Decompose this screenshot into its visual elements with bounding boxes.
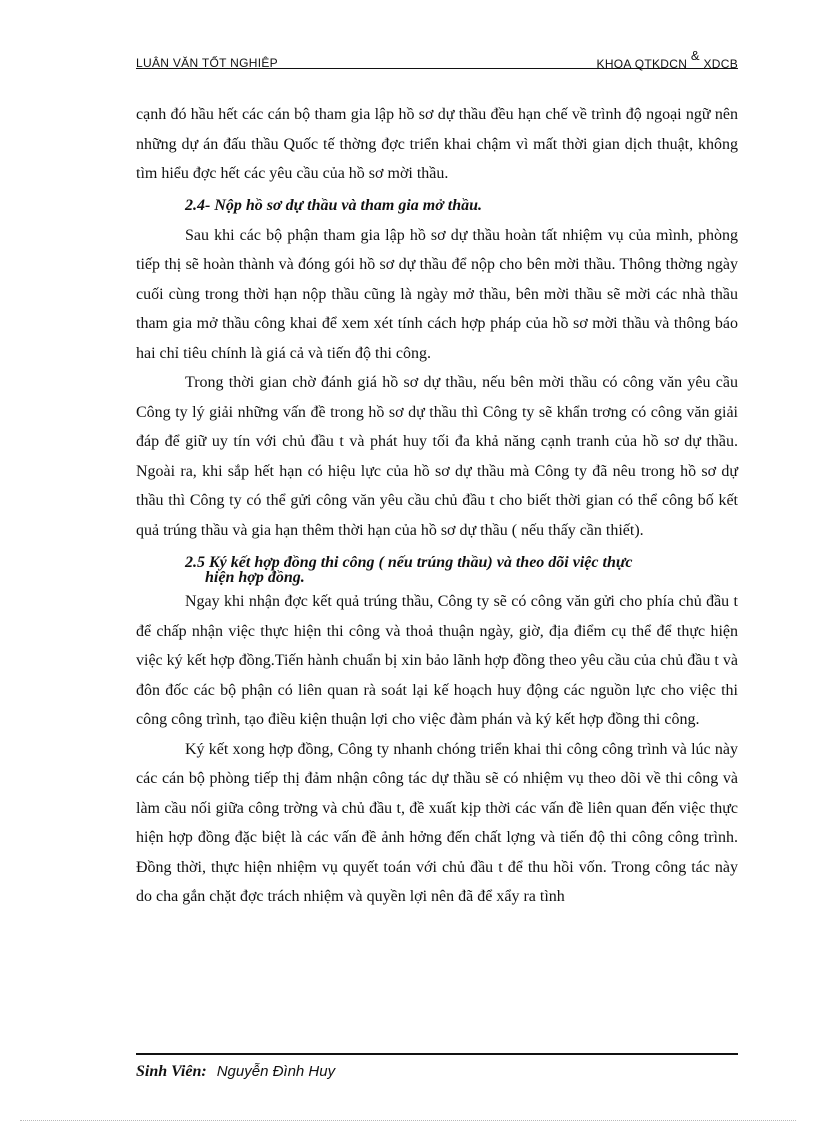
paragraph-submission: Sau khi các bộ phận tham gia lập hồ sơ dự thầu hoàn tất nhiệm vụ của mình, phòng tiếp thị sẽ hoàn thành và đóng gói hồ sơ dự thầu để nộp cho bên mời thầu. Thông thờng ngày cuối cùng trong thời hạn nộp thầu cũng là ngày mở thầu, bên mời thầu sẽ mời các nhà thầu tham gia mở thầu công khai để xem xét tính cách hợp pháp của hồ sơ mời thầu và thông báo hai chỉ tiêu chính là giá cả và tiến độ thi công. <box>136 226 738 362</box>
section-heading-2-4: 2.4- Nộp hồ sơ dự thầu và tham gia mở thầu. <box>185 196 483 214</box>
page-bottom-dotted-divider <box>20 1120 796 1121</box>
header-left-title: LUẬN VĂN TỐT NGHIỆP <box>136 56 278 70</box>
page-footer <box>136 1053 738 1081</box>
paragraph-evaluation: Trong thời gian chờ đánh giá hồ sơ dự thầu, nếu bên mời thầu có công văn yêu cầu Công ty lý giải những vấn đề trong hồ sơ dự thầu thì Công ty sẽ khẩn trơng có công văn giải đáp để giữ uy tín với chủ đầu t và phát huy tối đa khả năng cạnh tranh của hồ sơ dự thầu. Ngoài ra, khi sắp hết hạn có hiệu lực của hồ sơ dự thầu mà Công ty đã nêu trong hồ sơ dự thầu thì Công ty có thể gửi công văn yêu cầu chủ đầu t cho biết thời gian có thể công bố kết quả trúng thầu và gia hạn thêm thời hạn của hồ sơ dự thầu ( nếu thấy cần thiết). <box>136 374 738 539</box>
document-body <box>136 100 738 912</box>
paragraph-contract-award: Ngay khi nhận đợc kết quả trúng thầu, Công ty sẽ có công văn gửi cho phía chủ đầu t để chấp nhận việc thực hiện thi công và thoả thuận ngày, giờ, địa điểm cụ thể để thực hiện việc ký kết hợp đồng.Tiến hành chuẩn bị xin bảo lãnh hợp đồng theo yêu cầu của chủ đầu t và đôn đốc các bộ phận có liên quan rà soát lại kế hoạch huy động các nguồn lực cho việc thi công công trình, tạo điều kiện thuận lợi cho việc đàm phán và ký kết hợp đồng thi công. <box>136 593 738 728</box>
heading-2-5-line2: hiện hợp đồng. <box>205 569 305 586</box>
page-header <box>136 48 738 72</box>
paragraph-continuation: cạnh đó hầu hết các cán bộ tham gia lập hồ sơ dự thầu đều hạn chế về trình độ ngoại ngữ nên những dự án đấu thầu Quốc tế thờng đợc triển khai chậm vì mất thời gian dịch thuật, không tìm hiểu đợc hết các yêu cầu của hồ sơ mời thầu. <box>136 106 738 182</box>
footer-student-name: Nguyễn Đình Huy <box>216 1063 336 1080</box>
section-heading-2-5 <box>185 555 738 585</box>
footer-rule <box>136 1053 738 1055</box>
header-right-prefix: KHOA QTKDCN <box>596 57 688 71</box>
heading-2-5-line1: 2.5 Ký kết hợp đồng thi công ( nếu trúng thầu) và theo dõi việc thực <box>185 554 633 571</box>
paragraph-contract-execution: Ký kết xong hợp đồng, Công ty nhanh chóng triển khai thi công công trình và lúc này các cán bộ phòng tiếp thị đảm nhận công tác dự thầu sẽ có nhiệm vụ theo dõi về thi công và làm cầu nối giữa công trờng và chủ đầu t, đề xuất kịp thời các vấn đề liên quan đến việc thực hiện hợp đồng đặc biệt là các vấn đề ảnh hởng đến chất lợng và tiến độ thi công công trình. Đồng thời, thực hiện nhiệm vụ quyết toán với chủ đầu t để thu hồi vốn. Trong công tác này do cha gắn chặt đợc trách nhiệm và quyền lợi nên đã để xẩy ra tình <box>136 740 738 905</box>
footer-label: Sinh Viên: <box>136 1063 207 1080</box>
header-ampersand: & <box>690 48 700 63</box>
footer-student <box>136 1063 738 1081</box>
header-right-suffix: XDCB <box>703 57 738 71</box>
header-rule <box>136 68 738 69</box>
